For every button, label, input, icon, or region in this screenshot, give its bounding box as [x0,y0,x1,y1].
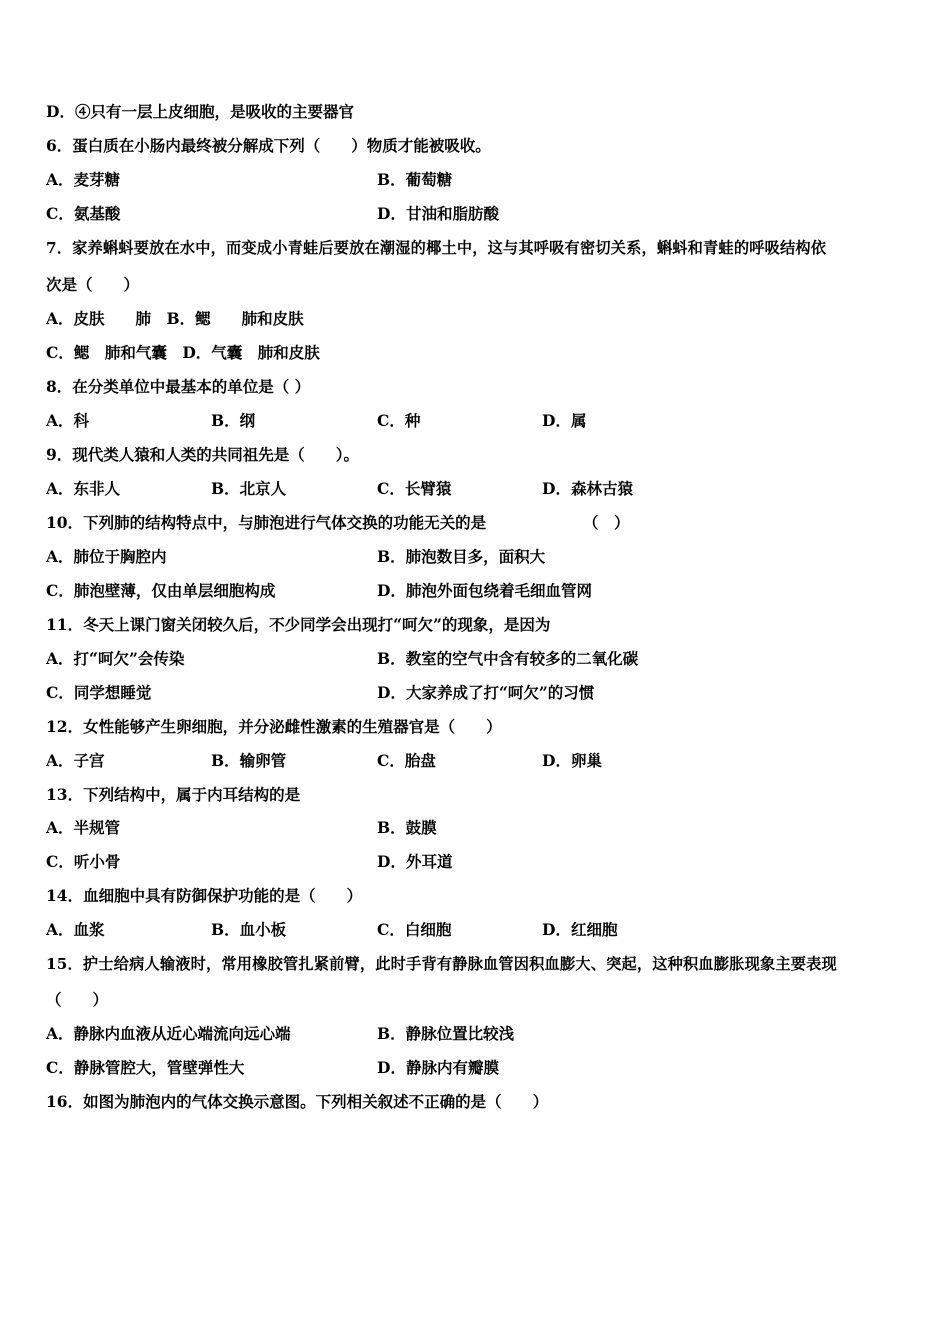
q10-option-d: D．肺泡外面包绕着毛细血管网 [377,581,592,600]
q15-option-d: D．静脉内有瓣膜 [377,1058,499,1077]
q11-option-c: C．同学想睡觉 [46,683,152,702]
q6-option-c: C．氨基酸 [46,204,121,223]
q12-option-c: C．胎盘 [377,751,436,770]
q10-option-a: A．肺位于胸腔内 [46,547,167,566]
q14-option-c: C．白细胞 [377,920,452,939]
q7-options-line2: C．鳃 肺和气囊 D．气囊 肺和皮肤 [46,343,320,362]
q13-option-b: B．鼓膜 [377,818,437,837]
q13-option-d: D．外耳道 [377,852,453,871]
q14-option-b: B．血小板 [211,920,287,939]
q15-option-c: C．静脉管腔大，管壁弹性大 [46,1058,245,1077]
q12-option-d: D．卵巢 [542,751,602,770]
q13-stem: 13．下列结构中，属于内耳结构的是 [46,785,301,804]
q16-stem: 16．如图为肺泡内的气体交换示意图。下列相关叙述不正确的是（ ） [46,1092,549,1111]
q14-option-a: A．血浆 [46,920,105,939]
q9-stem: 9．现代类人猿和人类的共同祖先是（ ）。 [46,445,360,464]
q10-answer-bracket: （ ） [583,513,630,532]
q7-options-line1: A．皮肤 肺 B．鳃 肺和皮肤 [46,309,304,328]
q11-option-b: B．教室的空气中含有较多的二氧化碳 [377,649,639,668]
q6-option-b: B．葡萄糖 [377,170,453,189]
q14-option-d: D．红细胞 [542,920,618,939]
q12-option-a: A．子宫 [46,751,105,770]
q10-stem: 10．下列肺的结构特点中，与肺泡进行气体交换的功能无关的是 [46,513,487,532]
q15-option-b: B．静脉位置比较浅 [377,1024,515,1043]
q6-stem: 6．蛋白质在小肠内最终被分解成下列（ ）物质才能被吸收。 [46,136,491,155]
q8-option-d: D．属 [542,411,587,430]
q11-stem: 11．冬天上课门窗关闭较久后，不少同学会出现打“呵欠”的现象，是因为 [46,615,551,634]
q13-option-c: C．听小骨 [46,852,121,871]
q5-option-d: D．④只有一层上皮细胞，是吸收的主要器官 [46,102,354,121]
q15-stem-line1: 15．护士给病人输液时，常用橡胶管扎紧前臂，此时手背有静脉血管因积血膨大、突起，这种积血膨胀现象主要表现 [46,955,837,973]
q11-option-a: A．打“呵欠”会传染 [46,649,185,668]
q8-option-a: A．科 [46,411,90,430]
q6-option-d: D．甘油和脂肪酸 [377,204,499,223]
q13-option-a: A．半规管 [46,818,121,837]
q15-stem-line2: （ ） [46,990,109,1009]
q9-option-c: C．长臂猿 [377,479,452,498]
q9-option-d: D．森林古猿 [542,479,633,498]
q8-option-c: C．种 [377,411,421,430]
q10-option-b: B．肺泡数目多，面积大 [377,547,546,566]
q12-stem: 12．女性能够产生卵细胞，并分泌雌性激素的生殖器官是（ ） [46,717,502,736]
q9-option-a: A．东非人 [46,479,121,498]
q10-option-c: C．肺泡壁薄，仅由单层细胞构成 [46,581,276,600]
q6-option-a: A．麦芽糖 [46,170,121,189]
q7-stem-line1: 7．家养蝌蚪要放在水中，而变成小青蛙后要放在潮湿的椰土中，这与其呼吸有密切关系，蝌蚪和青蛙的呼吸结构依 [46,239,827,257]
q14-stem: 14．血细胞中具有防御保护功能的是（ ） [46,886,363,905]
q15-option-a: A．静脉内血液从近心端流向远心端 [46,1024,291,1043]
q12-option-b: B．输卵管 [211,751,287,770]
q9-option-b: B．北京人 [211,479,287,498]
q11-option-d: D．大家养成了打“呵欠”的习惯 [377,683,595,702]
q7-stem-line2: 次是（ ） [46,275,140,294]
q8-option-b: B．纲 [211,411,256,430]
q8-stem: 8．在分类单位中最基本的单位是（ ） [46,377,311,396]
